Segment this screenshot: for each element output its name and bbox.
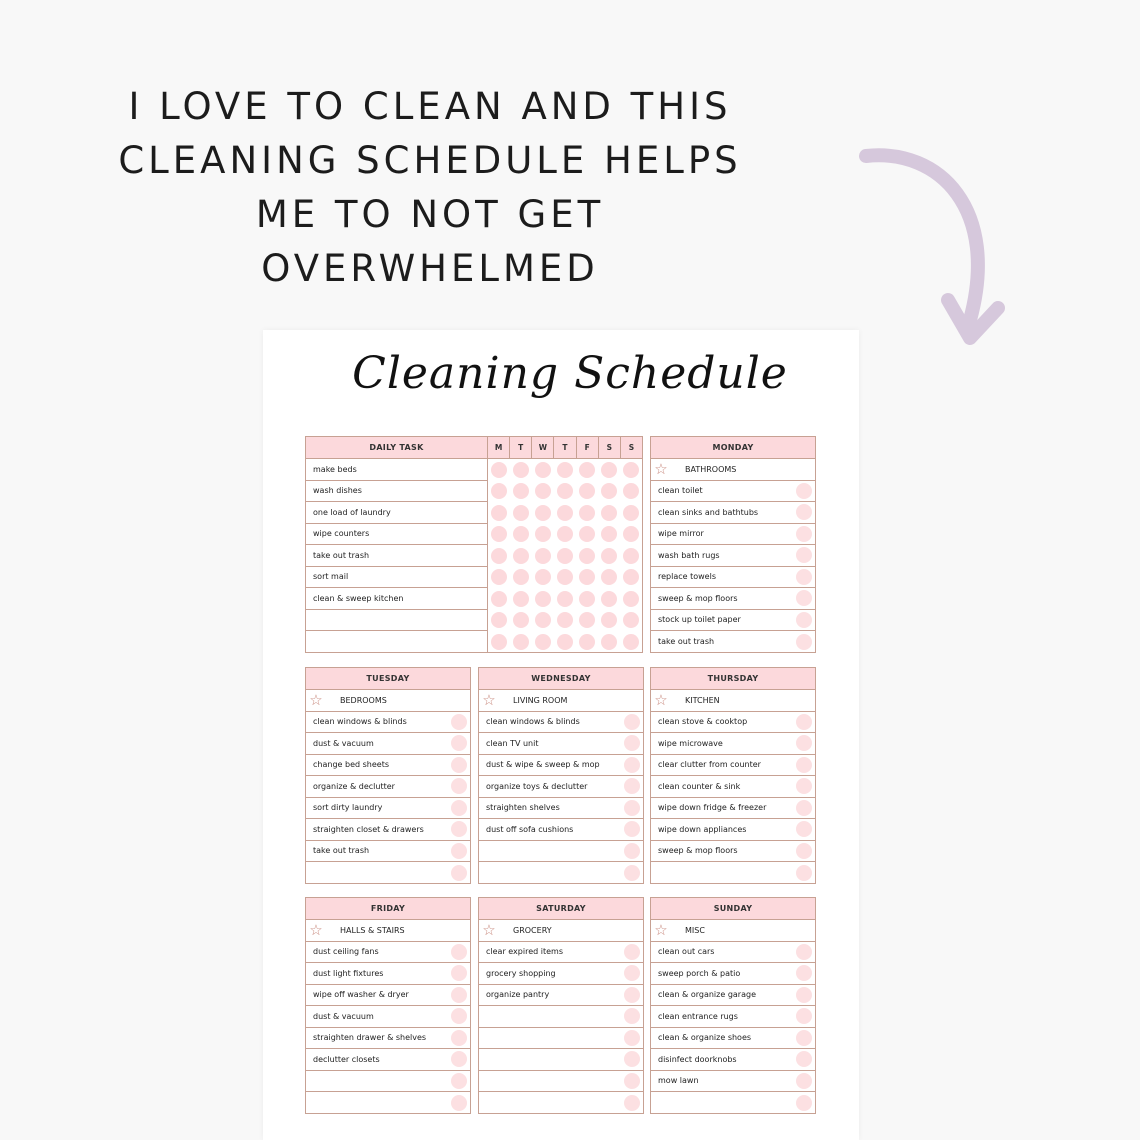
thursday-task-row xyxy=(651,862,815,884)
check-circle[interactable] xyxy=(576,612,598,628)
monday-task-row xyxy=(651,567,815,589)
star-icon: ☆ xyxy=(309,690,323,709)
saturday-task-row xyxy=(479,1049,643,1071)
check-circle[interactable] xyxy=(624,1051,640,1067)
check-circle[interactable] xyxy=(576,526,598,542)
check-circle[interactable] xyxy=(624,843,640,859)
check-circle[interactable] xyxy=(796,1051,812,1067)
sunday-category-row xyxy=(651,920,815,942)
check-circle[interactable] xyxy=(620,483,642,499)
checkbox-row xyxy=(488,459,642,481)
check-circle[interactable] xyxy=(554,462,576,478)
task-label: declutter closets xyxy=(313,1054,380,1064)
check-circle[interactable] xyxy=(624,1073,640,1089)
check-circle[interactable] xyxy=(451,757,467,773)
check-circle[interactable] xyxy=(796,843,812,859)
task-label: dust & vacuum xyxy=(313,1011,374,1021)
wednesday-task-row xyxy=(479,862,643,884)
check-circle[interactable] xyxy=(451,800,467,816)
check-circle[interactable] xyxy=(510,462,532,478)
wednesday-task-row xyxy=(479,733,643,755)
task-label: clean counter & sink xyxy=(658,781,741,791)
friday-panel xyxy=(305,897,471,1114)
task-label: clean stove & cooktop xyxy=(658,717,748,727)
check-circle[interactable] xyxy=(796,965,812,981)
check-circle[interactable] xyxy=(624,757,640,773)
wednesday-category: LIVING ROOM xyxy=(513,695,568,705)
thursday-task-row xyxy=(651,798,815,820)
check-circle[interactable] xyxy=(598,505,620,521)
weekday-label: S xyxy=(598,437,620,458)
thursday-task-row xyxy=(651,733,815,755)
check-circle[interactable] xyxy=(624,965,640,981)
check-circle[interactable] xyxy=(620,548,642,564)
task-label: take out trash xyxy=(658,637,715,647)
check-circle[interactable] xyxy=(796,735,812,751)
tuesday-task-row xyxy=(306,798,470,820)
check-circle[interactable] xyxy=(510,569,532,585)
daily-task-list xyxy=(306,437,488,652)
check-circle[interactable] xyxy=(796,800,812,816)
daily-task-row: sort mail xyxy=(306,567,487,589)
saturday-task-row xyxy=(479,942,643,964)
daily-task-header: DAILY TASK xyxy=(306,437,487,459)
task-label: wipe down appliances xyxy=(658,824,747,834)
tuesday-task-row xyxy=(306,819,470,841)
daily-task-row: clean & sweep kitchen xyxy=(306,588,487,610)
task-label: mow lawn xyxy=(658,1076,699,1086)
check-circle[interactable] xyxy=(451,1095,467,1111)
check-circle[interactable] xyxy=(576,569,598,585)
check-circle[interactable] xyxy=(620,505,642,521)
tuesday-category: BEDROOMS xyxy=(340,695,387,705)
check-circle[interactable] xyxy=(624,714,640,730)
check-circle[interactable] xyxy=(620,634,642,650)
task-label: clean windows & blinds xyxy=(486,717,580,727)
saturday-task-row xyxy=(479,963,643,985)
checkbox-row xyxy=(488,524,642,546)
task-label: organize toys & declutter xyxy=(486,781,588,791)
check-circle[interactable] xyxy=(620,612,642,628)
sheet-title: Cleaning Schedule xyxy=(352,348,788,399)
daily-task-row xyxy=(306,631,487,653)
check-circle[interactable] xyxy=(532,569,554,585)
check-circle[interactable] xyxy=(796,757,812,773)
task-label: clean & organize garage xyxy=(658,990,756,1000)
check-circle[interactable] xyxy=(488,526,510,542)
check-circle[interactable] xyxy=(488,569,510,585)
task-label: clean windows & blinds xyxy=(313,717,407,727)
friday-task-row xyxy=(306,1049,470,1071)
checkbox-row xyxy=(488,610,642,632)
check-circle[interactable] xyxy=(488,462,510,478)
checkbox-row xyxy=(488,588,642,610)
monday-task-row xyxy=(651,631,815,653)
monday-task-row xyxy=(651,502,815,524)
check-circle[interactable] xyxy=(796,483,812,499)
sunday-panel xyxy=(650,897,816,1114)
check-circle[interactable] xyxy=(510,591,532,607)
check-circle[interactable] xyxy=(532,462,554,478)
check-circle[interactable] xyxy=(510,612,532,628)
daily-task-row: one load of laundry xyxy=(306,502,487,524)
tuesday-task-row xyxy=(306,733,470,755)
check-circle[interactable] xyxy=(451,865,467,881)
task-label: organize pantry xyxy=(486,990,550,1000)
check-circle[interactable] xyxy=(451,1030,467,1046)
daily-task-row: wash dishes xyxy=(306,481,487,503)
star-icon: ☆ xyxy=(654,459,668,478)
task-label: wash bath rugs xyxy=(658,550,720,560)
thursday-panel xyxy=(650,667,816,884)
checkbox-row xyxy=(488,481,642,503)
wednesday-task-row xyxy=(479,841,643,863)
headline xyxy=(80,80,780,296)
check-circle[interactable] xyxy=(620,569,642,585)
wednesday-task-row xyxy=(479,712,643,734)
check-circle[interactable] xyxy=(598,526,620,542)
tuesday-task-row xyxy=(306,755,470,777)
headline-line: OVERWHELMED xyxy=(261,247,599,290)
check-circle[interactable] xyxy=(624,1030,640,1046)
check-circle[interactable] xyxy=(532,548,554,564)
task-label: clean TV unit xyxy=(486,738,539,748)
sunday-task-row xyxy=(651,1049,815,1071)
monday-task-row xyxy=(651,481,815,503)
wednesday-category-row xyxy=(479,690,643,712)
task-label: stock up toilet paper xyxy=(658,615,741,625)
check-circle[interactable] xyxy=(576,483,598,499)
sunday-category: MISC xyxy=(685,925,705,935)
check-circle[interactable] xyxy=(451,965,467,981)
sunday-task-row xyxy=(651,942,815,964)
star-icon: ☆ xyxy=(482,690,496,709)
check-circle[interactable] xyxy=(532,612,554,628)
check-circle[interactable] xyxy=(532,591,554,607)
headline-line: CLEANING SCHEDULE HELPS xyxy=(118,139,742,182)
task-label: wipe off washer & dryer xyxy=(313,990,409,1000)
wednesday-task-row xyxy=(479,819,643,841)
friday-task-row xyxy=(306,1071,470,1093)
check-circle[interactable] xyxy=(624,944,640,960)
friday-task-row xyxy=(306,1028,470,1050)
monday-task-row xyxy=(651,545,815,567)
saturday-header: SATURDAY xyxy=(479,898,643,920)
check-circle[interactable] xyxy=(576,634,598,650)
task-label: straighten drawer & shelves xyxy=(313,1033,427,1043)
check-circle[interactable] xyxy=(576,591,598,607)
sunday-task-row xyxy=(651,1092,815,1114)
monday-task-row xyxy=(651,588,815,610)
check-circle[interactable] xyxy=(576,462,598,478)
headline-line: ME TO NOT GET xyxy=(255,193,605,236)
task-label: take out trash xyxy=(313,846,370,856)
monday-task-row xyxy=(651,524,815,546)
task-label: sweep & mop floors xyxy=(658,846,738,856)
check-circle[interactable] xyxy=(451,821,467,837)
check-circle[interactable] xyxy=(554,526,576,542)
task-label: clean entrance rugs xyxy=(658,1011,738,1021)
saturday-task-row xyxy=(479,1028,643,1050)
star-icon: ☆ xyxy=(309,920,323,939)
check-circle[interactable] xyxy=(488,612,510,628)
thursday-task-row xyxy=(651,841,815,863)
check-circle[interactable] xyxy=(510,548,532,564)
check-circle[interactable] xyxy=(796,778,812,794)
wednesday-panel xyxy=(478,667,644,884)
check-circle[interactable] xyxy=(598,462,620,478)
check-circle[interactable] xyxy=(451,843,467,859)
check-circle[interactable] xyxy=(598,483,620,499)
weekday-label: T xyxy=(509,437,531,458)
task-label: dust off sofa cushions xyxy=(486,824,574,834)
wednesday-header: WEDNESDAY xyxy=(479,668,643,690)
friday-task-row xyxy=(306,1092,470,1114)
check-circle[interactable] xyxy=(532,526,554,542)
task-label: change bed sheets xyxy=(313,760,389,770)
check-circle[interactable] xyxy=(554,548,576,564)
check-circle[interactable] xyxy=(796,569,812,585)
check-circle[interactable] xyxy=(796,1030,812,1046)
check-circle[interactable] xyxy=(598,634,620,650)
check-circle[interactable] xyxy=(576,505,598,521)
thursday-category-row xyxy=(651,690,815,712)
check-circle[interactable] xyxy=(624,1095,640,1111)
check-circle[interactable] xyxy=(451,778,467,794)
checkbox-row xyxy=(488,567,642,589)
check-circle[interactable] xyxy=(624,800,640,816)
check-circle[interactable] xyxy=(510,483,532,499)
task-label: clean out cars xyxy=(658,947,715,957)
check-circle[interactable] xyxy=(796,1073,812,1089)
check-circle[interactable] xyxy=(796,987,812,1003)
friday-task-row xyxy=(306,942,470,964)
daily-task-row: wipe counters xyxy=(306,524,487,546)
star-icon: ☆ xyxy=(654,690,668,709)
check-circle[interactable] xyxy=(796,526,812,542)
tuesday-category-row xyxy=(306,690,470,712)
task-label: replace towels xyxy=(658,572,716,582)
check-circle[interactable] xyxy=(532,505,554,521)
task-label: dust ceiling fans xyxy=(313,947,379,957)
task-label: clear clutter from counter xyxy=(658,760,761,770)
star-icon: ☆ xyxy=(482,920,496,939)
check-circle[interactable] xyxy=(554,591,576,607)
check-circle[interactable] xyxy=(624,821,640,837)
monday-header: MONDAY xyxy=(651,437,815,459)
weekday-label: M xyxy=(494,443,503,452)
check-circle[interactable] xyxy=(532,483,554,499)
headline-line: I LOVE TO CLEAN AND THIS xyxy=(128,85,732,128)
check-circle[interactable] xyxy=(624,778,640,794)
checkbox-row xyxy=(488,545,642,567)
task-label: disinfect doorknobs xyxy=(658,1054,737,1064)
task-label: clear expired items xyxy=(486,947,563,957)
check-circle[interactable] xyxy=(554,505,576,521)
sunday-task-row xyxy=(651,963,815,985)
checkbox-row xyxy=(488,502,642,524)
saturday-category: GROCERY xyxy=(513,925,552,935)
check-circle[interactable] xyxy=(598,591,620,607)
check-circle[interactable] xyxy=(510,526,532,542)
curved-arrow-icon xyxy=(850,140,1030,360)
wednesday-task-row xyxy=(479,798,643,820)
saturday-task-row xyxy=(479,1006,643,1028)
check-circle[interactable] xyxy=(624,865,640,881)
check-circle[interactable] xyxy=(510,505,532,521)
check-circle[interactable] xyxy=(488,505,510,521)
friday-task-row xyxy=(306,985,470,1007)
tuesday-task-row xyxy=(306,776,470,798)
sunday-task-row xyxy=(651,985,815,1007)
saturday-panel xyxy=(478,897,644,1114)
weekday-label: F xyxy=(576,437,598,458)
weekday-label: W xyxy=(531,437,553,458)
task-label: wipe microwave xyxy=(658,738,723,748)
check-circle[interactable] xyxy=(510,634,532,650)
monday-panel xyxy=(650,436,816,653)
check-circle[interactable] xyxy=(796,504,812,520)
sunday-task-row xyxy=(651,1028,815,1050)
check-circle[interactable] xyxy=(576,548,598,564)
task-label: clean & organize shoes xyxy=(658,1033,752,1043)
saturday-task-row xyxy=(479,1071,643,1093)
tuesday-panel xyxy=(305,667,471,884)
check-circle[interactable] xyxy=(554,569,576,585)
friday-category-row xyxy=(306,920,470,942)
check-circle[interactable] xyxy=(624,735,640,751)
check-circle[interactable] xyxy=(796,612,812,628)
thursday-task-row xyxy=(651,755,815,777)
sunday-task-row xyxy=(651,1071,815,1093)
task-label: straighten shelves xyxy=(486,803,560,813)
check-circle[interactable] xyxy=(451,944,467,960)
check-circle[interactable] xyxy=(451,987,467,1003)
check-circle[interactable] xyxy=(598,569,620,585)
friday-header: FRIDAY xyxy=(306,898,470,920)
thursday-header: THURSDAY xyxy=(651,668,815,690)
sunday-header: SUNDAY xyxy=(651,898,815,920)
wednesday-task-row xyxy=(479,755,643,777)
thursday-task-row xyxy=(651,819,815,841)
checkbox-row xyxy=(488,631,642,653)
check-circle[interactable] xyxy=(598,612,620,628)
tuesday-header: TUESDAY xyxy=(306,668,470,690)
daily-task-row: take out trash xyxy=(306,545,487,567)
saturday-category-row xyxy=(479,920,643,942)
task-label: sweep porch & patio xyxy=(658,968,741,978)
task-label: clean sinks and bathtubs xyxy=(658,507,759,517)
check-circle[interactable] xyxy=(554,612,576,628)
check-circle[interactable] xyxy=(488,634,510,650)
check-circle[interactable] xyxy=(451,1073,467,1089)
check-circle[interactable] xyxy=(554,634,576,650)
task-label: sweep & mop floors xyxy=(658,593,738,603)
check-circle[interactable] xyxy=(488,483,510,499)
friday-task-row xyxy=(306,963,470,985)
check-circle[interactable] xyxy=(620,591,642,607)
monday-category: BATHROOMS xyxy=(685,464,737,474)
check-circle[interactable] xyxy=(451,1051,467,1067)
check-circle[interactable] xyxy=(796,1008,812,1024)
task-label: dust & vacuum xyxy=(313,738,374,748)
check-circle[interactable] xyxy=(796,821,812,837)
thursday-task-row xyxy=(651,776,815,798)
task-label: straighten closet & drawers xyxy=(313,824,424,834)
check-circle[interactable] xyxy=(796,714,812,730)
task-label: grocery shopping xyxy=(486,968,556,978)
check-circle[interactable] xyxy=(796,865,812,881)
daily-task-panel xyxy=(305,436,643,653)
weekday-label: S xyxy=(620,437,642,458)
task-label: clean toilet xyxy=(658,486,703,496)
check-circle[interactable] xyxy=(451,1008,467,1024)
monday-category-row xyxy=(651,459,815,481)
check-circle[interactable] xyxy=(451,714,467,730)
saturday-task-row xyxy=(479,1092,643,1114)
monday-task-row xyxy=(651,610,815,632)
check-circle[interactable] xyxy=(796,634,812,650)
check-circle[interactable] xyxy=(796,944,812,960)
check-circle[interactable] xyxy=(620,462,642,478)
check-circle[interactable] xyxy=(796,590,812,606)
wednesday-task-row xyxy=(479,776,643,798)
task-label: dust & wipe & sweep & mop xyxy=(486,760,600,770)
check-circle[interactable] xyxy=(451,735,467,751)
tuesday-task-row xyxy=(306,862,470,884)
task-label: organize & declutter xyxy=(313,781,395,791)
tuesday-task-row xyxy=(306,841,470,863)
tuesday-task-row xyxy=(306,712,470,734)
check-circle[interactable] xyxy=(796,1095,812,1111)
weekday-label: T xyxy=(553,437,575,458)
daily-checkbox-grid xyxy=(488,437,642,652)
sunday-task-row xyxy=(651,1006,815,1028)
thursday-task-row xyxy=(651,712,815,734)
check-circle[interactable] xyxy=(624,987,640,1003)
check-circle[interactable] xyxy=(532,634,554,650)
check-circle[interactable] xyxy=(624,1008,640,1024)
task-label: dust light fixtures xyxy=(313,968,384,978)
friday-category: HALLS & STAIRS xyxy=(340,925,405,935)
check-circle[interactable] xyxy=(796,547,812,563)
check-circle[interactable] xyxy=(554,483,576,499)
task-label: wipe down fridge & freezer xyxy=(658,803,767,813)
check-circle[interactable] xyxy=(598,548,620,564)
weekday-header xyxy=(488,437,642,459)
saturday-task-row xyxy=(479,985,643,1007)
star-icon: ☆ xyxy=(654,920,668,939)
task-label: wipe mirror xyxy=(658,529,704,539)
check-circle[interactable] xyxy=(620,526,642,542)
thursday-category: KITCHEN xyxy=(685,695,720,705)
check-circle[interactable] xyxy=(488,548,510,564)
daily-task-row xyxy=(306,610,487,632)
daily-task-row: make beds xyxy=(306,459,487,481)
check-circle[interactable] xyxy=(488,591,510,607)
task-label: sort dirty laundry xyxy=(313,803,383,813)
friday-task-row xyxy=(306,1006,470,1028)
